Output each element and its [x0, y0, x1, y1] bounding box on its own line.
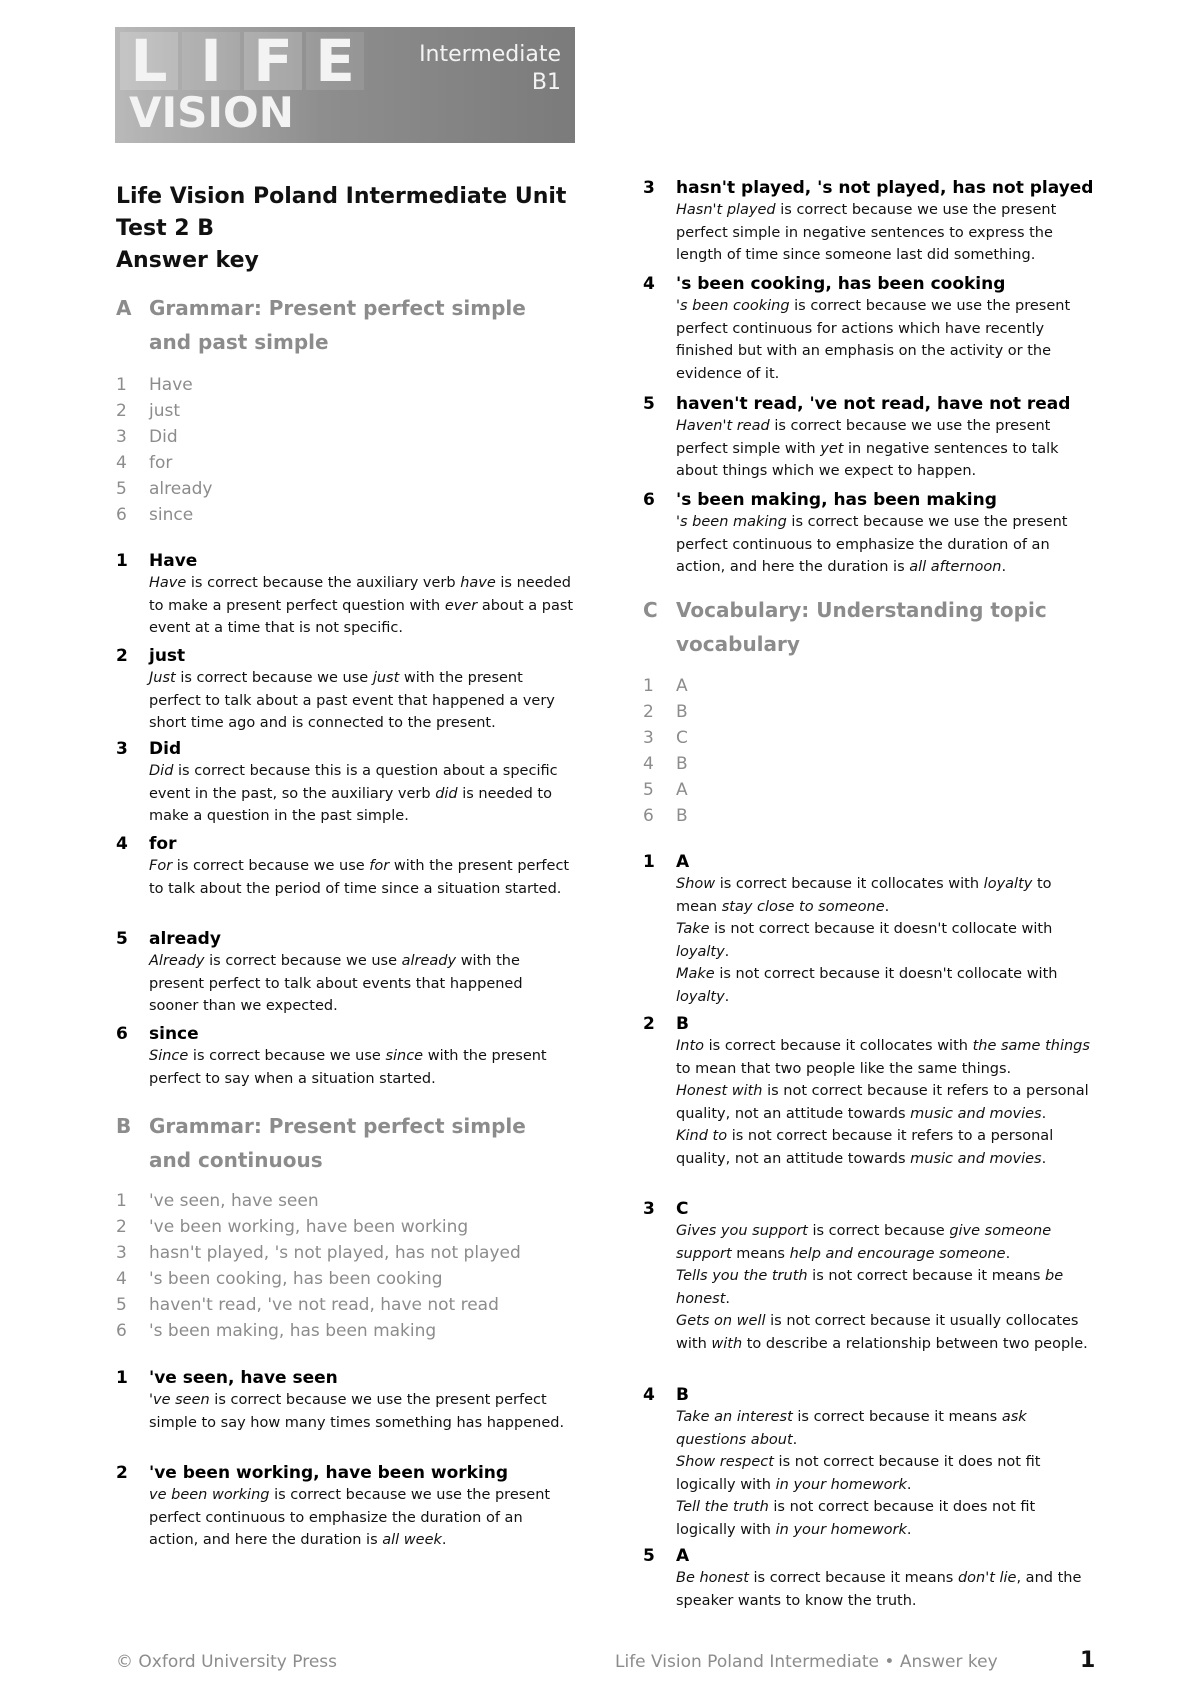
section-letter: C — [643, 598, 658, 622]
answer-text: A — [676, 852, 690, 872]
life-vision-logo — [115, 27, 575, 143]
explanation-text: 's been cooking is correct because we use the present perfect continuous for actions which have recently finished but with an emphasis on the activity or the evidence of it. — [676, 298, 1071, 382]
short-answer-text: B — [676, 702, 688, 722]
logo-letter-i: I — [182, 32, 240, 90]
answer-number: 3 — [643, 1199, 655, 1219]
short-answer-number: 1 — [116, 375, 127, 395]
running-footer: Life Vision Poland Intermediate • Answer key — [615, 1652, 998, 1672]
short-answer-text: 's been cooking, has been cooking — [149, 1269, 443, 1289]
title-line-3: Answer key — [116, 248, 259, 273]
short-answer-number: 3 — [116, 1243, 127, 1263]
explanation-text: ve been working is correct because we use the present perfect continuous to emphasize the duration of an action, and here the duration is all week. — [149, 1487, 551, 1548]
answer-number: 1 — [643, 852, 655, 872]
explanation-text: Haven't read is correct because we use the present perfect simple with yet in negative sentences to talk about things which we expect to happen. — [676, 418, 1059, 479]
answer-number: 1 — [116, 551, 128, 571]
short-answer-text: 's been making, has been making — [149, 1321, 437, 1341]
logo-letter-f: F — [244, 32, 302, 90]
short-answer-number: 3 — [116, 427, 127, 447]
section-title: Vocabulary: Understanding topic vocabulary — [676, 598, 1047, 656]
answer-number: 3 — [643, 178, 655, 198]
answer-number: 2 — [643, 1014, 655, 1034]
answer-number: 1 — [116, 1368, 128, 1388]
short-answer-text: since — [149, 505, 194, 525]
answer-text: 've seen, have seen — [149, 1368, 338, 1388]
short-answer-text: already — [149, 479, 213, 499]
short-answer-text: C — [676, 728, 688, 748]
answer-text: C — [676, 1199, 689, 1219]
short-answer-number: 2 — [643, 702, 654, 722]
explanation-text: For is correct because we use for with the present perfect to talk about the period of time since a situation started. — [149, 858, 570, 897]
short-answer-number: 4 — [116, 1269, 127, 1289]
short-answer-number: 4 — [116, 453, 127, 473]
page-number: 1 — [1080, 1648, 1096, 1673]
level-label — [419, 41, 561, 97]
level-line-2: B1 — [531, 70, 561, 95]
answer-text: Have — [149, 551, 198, 571]
explanation-text: Take an interest is correct because it means ask questions about. Show respect is not correct because it does not fit logically with in your homework. Tell the truth is not correct because it does not fit logically with in your homework. — [676, 1409, 1041, 1538]
section-title: Grammar: Present perfect simple and continuous — [149, 1114, 526, 1172]
short-answer-number: 5 — [116, 1295, 127, 1315]
short-answer-text: haven't read, 've not read, have not read — [149, 1295, 499, 1315]
answer-number: 2 — [116, 1463, 128, 1483]
explanation-text: Just is correct because we use just with the present perfect to talk about a past event that happened a very short time ago and is connected to the present. — [149, 670, 555, 731]
section-heading — [643, 593, 1047, 656]
section-letter: B — [116, 1114, 132, 1138]
answer-text: already — [149, 929, 221, 949]
explanation-text: Gives you support is correct because give someone support means help and encourage someone. Tells you the truth is not correct because it means be honest. Gets on well is not correct because it usually collocates with with to describe a relationship between two people. — [676, 1223, 1088, 1352]
section-title: Grammar: Present perfect simple and past simple — [149, 296, 526, 354]
short-answer-text: A — [676, 780, 688, 800]
explanation-text: Have is correct because the auxiliary verb have is needed to make a present perfect question with ever about a past event at a time that is not specific. — [149, 575, 574, 636]
explanation-text: Hasn't played is correct because we use the present perfect simple in negative sentences to express the length of time since someone last did something. — [676, 202, 1057, 263]
document-title — [116, 181, 566, 277]
answer-number: 5 — [643, 1546, 655, 1566]
answer-text: for — [149, 834, 177, 854]
answer-text: just — [149, 646, 186, 666]
copyright-footer: © Oxford University Press — [116, 1652, 338, 1672]
short-answer-number: 6 — [643, 806, 654, 826]
answer-number: 4 — [643, 274, 655, 294]
short-answer-text: 've seen, have seen — [149, 1191, 319, 1211]
short-answer-number: 6 — [116, 1321, 127, 1341]
section-heading — [116, 1109, 526, 1172]
title-line-1: Life Vision Poland Intermediate Unit — [116, 184, 567, 209]
short-answer-number: 1 — [643, 676, 654, 696]
short-answer-text: A — [676, 676, 688, 696]
answer-text: haven't read, 've not read, have not read — [676, 394, 1071, 414]
explanation-text: Into is correct because it collocates with the same things to mean that two people like the same things. Honest with is not correct because it refers to a personal quality, not an attitude towards music and movies. Kind to is not correct because it refers to a personal quality, not an attitude towards music and movies. — [676, 1038, 1090, 1167]
short-answer-text: just — [149, 401, 181, 421]
explanation-text: Already is correct because we use already with the present perfect to talk about events that happened sooner than we expected. — [149, 953, 523, 1014]
section-heading — [116, 291, 526, 354]
short-answer-text: for — [149, 453, 173, 473]
answer-number: 5 — [643, 394, 655, 414]
short-answer-number: 5 — [643, 780, 654, 800]
short-answer-number: 2 — [116, 1217, 127, 1237]
explanation-text: Show is correct because it collocates with loyalty to mean stay close to someone. Take is not correct because it doesn't collocate with loyalty. Make is not correct because it doesn't collocate with loyalty. — [676, 876, 1058, 1005]
explanation-text: 's been making is correct because we use the present perfect continuous to emphasize the duration of an action, and here the duration is all afternoon. — [676, 514, 1068, 575]
short-answer-text: Have — [149, 375, 193, 395]
section-letter: A — [116, 296, 132, 320]
short-answer-text: hasn't played, 's not played, has not played — [149, 1243, 521, 1263]
short-answer-number: 2 — [116, 401, 127, 421]
answer-text: since — [149, 1024, 199, 1044]
logo-letter-l: L — [120, 32, 178, 90]
answer-text: B — [676, 1014, 689, 1034]
answer-text: A — [676, 1546, 690, 1566]
answer-text: Did — [149, 739, 182, 759]
answer-number: 3 — [116, 739, 128, 759]
explanation-text: Be honest is correct because it means don't lie, and the speaker wants to know the truth. — [676, 1570, 1082, 1609]
short-answer-number: 6 — [116, 505, 127, 525]
short-answer-number: 3 — [643, 728, 654, 748]
short-answer-text: B — [676, 806, 688, 826]
explanation-text: Since is correct because we use since with the present perfect to say when a situation started. — [149, 1048, 547, 1087]
answer-number: 4 — [116, 834, 128, 854]
answer-text: 's been making, has been making — [676, 490, 997, 510]
title-line-2: Test 2 B — [116, 216, 215, 241]
explanation-text: 've seen is correct because we use the present perfect simple to say how many times something has happened. — [149, 1392, 565, 1431]
answer-text: hasn't played, 's not played, has not played — [676, 178, 1094, 198]
short-answer-number: 5 — [116, 479, 127, 499]
short-answer-text: B — [676, 754, 688, 774]
short-answer-number: 4 — [643, 754, 654, 774]
answer-number: 5 — [116, 929, 128, 949]
answer-text: B — [676, 1385, 689, 1405]
short-answer-text: 've been working, have been working — [149, 1217, 469, 1237]
answer-number: 6 — [116, 1024, 128, 1044]
logo-letter-e: E — [306, 32, 364, 90]
short-answer-number: 1 — [116, 1191, 127, 1211]
logo-word-vision: VISION — [129, 88, 294, 137]
short-answer-text: Did — [149, 427, 178, 447]
answer-number: 2 — [116, 646, 128, 666]
answer-number: 4 — [643, 1385, 655, 1405]
answer-number: 6 — [643, 490, 655, 510]
explanation-text: Did is correct because this is a question about a specific event in the past, so the auxiliary verb did is needed to make a question in the past simple. — [149, 763, 558, 824]
answer-text: 's been cooking, has been cooking — [676, 274, 1006, 294]
level-line-1: Intermediate — [419, 42, 561, 67]
answer-text: 've been working, have been working — [149, 1463, 509, 1483]
